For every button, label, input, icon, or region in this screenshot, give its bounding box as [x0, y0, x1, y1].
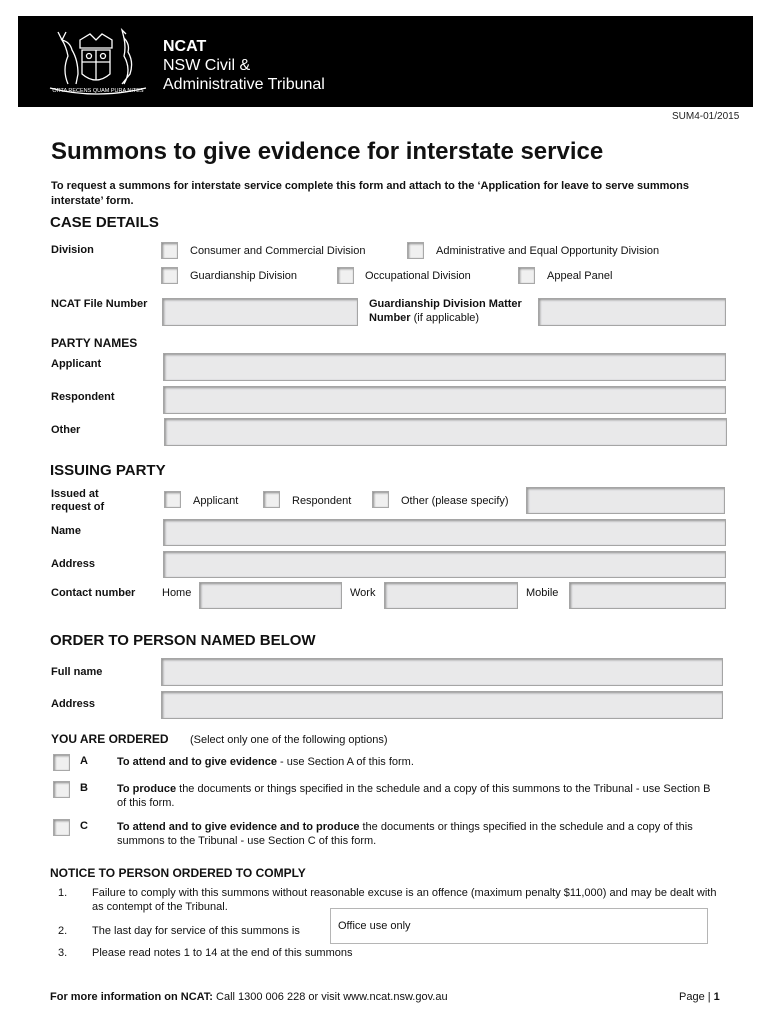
issuer-other-label: Other (please specify)	[401, 495, 509, 507]
gd-matter-label-bold: Guardianship Division Matter Number	[369, 298, 522, 324]
org-name-line1: NSW Civil &	[163, 57, 251, 74]
division-occupational-label: Occupational Division	[365, 270, 471, 282]
page-indicator	[679, 990, 720, 1004]
gd-matter-label	[369, 297, 535, 325]
notice-3-number: 3.	[58, 947, 68, 959]
org-name	[163, 37, 325, 94]
page-label: Page |	[679, 991, 711, 1003]
checkbox-order-c[interactable]	[53, 819, 70, 836]
applicant-label: Applicant	[51, 358, 102, 370]
order-c-text	[117, 820, 731, 848]
issued-at-label: Issued at request of	[51, 488, 105, 513]
issuer-applicant-label: Applicant	[193, 495, 239, 507]
checkbox-order-b[interactable]	[53, 781, 70, 798]
checkbox-appeal-panel[interactable]	[518, 267, 535, 284]
other-label: Other	[51, 424, 81, 436]
division-admin-equal-opportunity-label: Administrative and Equal Opportunity Division	[436, 245, 660, 257]
order-heading: ORDER TO PERSON NAMED BELOW	[50, 632, 316, 649]
form-code: SUM4-01/2015	[672, 111, 740, 122]
file-number-field[interactable]	[162, 298, 358, 326]
gd-matter-number-field[interactable]	[538, 298, 726, 326]
checkbox-consumer-commercial[interactable]	[161, 242, 178, 259]
order-b-bold: To produce	[117, 783, 177, 795]
checkbox-order-a[interactable]	[53, 754, 70, 771]
applicant-field[interactable]	[163, 353, 726, 381]
checkbox-issuer-other[interactable]	[372, 491, 389, 508]
full-name-label: Full name	[51, 666, 103, 678]
division-consumer-commercial-label: Consumer and Commercial Division	[190, 245, 366, 257]
crest-motto: ORTA RECENS QUAM PURA NITES	[52, 88, 144, 94]
footer-info-bold: For more information on NCAT:	[50, 991, 213, 1003]
notice-heading: NOTICE TO PERSON ORDERED TO COMPLY	[50, 866, 306, 880]
person-address-field[interactable]	[161, 691, 723, 719]
office-use-label: Office use only	[338, 920, 411, 932]
other-party-field[interactable]	[164, 418, 727, 446]
issuer-respondent-label: Respondent	[292, 495, 352, 507]
org-short-name: NCAT	[163, 38, 207, 55]
work-phone-field[interactable]	[384, 582, 518, 609]
checkbox-admin-equal-opportunity[interactable]	[407, 242, 424, 259]
issuer-name-field[interactable]	[163, 519, 726, 546]
issuer-address-label: Address	[51, 558, 96, 570]
notice-1-text: Failure to comply with this summons without reasonable excuse is an offence (maximum penalty $11,000) and may be dealt with as contempt of the Tribunal.	[92, 887, 717, 913]
person-address-label: Address	[51, 698, 96, 710]
notice-2-text: The last day for service of this summons is	[92, 925, 300, 937]
nsw-coat-of-arms-icon	[40, 26, 156, 98]
issuing-party-heading: ISSUING PARTY	[50, 462, 166, 479]
division-label: Division	[51, 244, 94, 256]
mobile-label: Mobile	[526, 587, 559, 599]
order-a-letter: A	[80, 755, 88, 767]
division-guardianship-label: Guardianship Division	[190, 270, 297, 282]
order-b-text	[117, 782, 717, 810]
gd-matter-label-note: (if applicable)	[413, 312, 480, 324]
checkbox-occupational[interactable]	[337, 267, 354, 284]
order-b-rest: the documents or things specified in the schedule and a copy of this summons to the Tribunal - use Section B of this form.	[117, 783, 711, 809]
party-names-heading: PARTY NAMES	[51, 336, 138, 350]
checkbox-guardianship[interactable]	[161, 267, 178, 284]
case-details-heading: CASE DETAILS	[50, 214, 159, 231]
respondent-field[interactable]	[163, 386, 726, 414]
home-phone-field[interactable]	[199, 582, 342, 609]
order-a-rest: - use Section A of this form.	[276, 756, 414, 768]
notice-3-text: Please read notes 1 to 14 at the end of this summons	[92, 947, 353, 959]
notice-2-number: 2.	[58, 925, 68, 937]
page-title: Summons to give evidence for interstate service	[51, 138, 604, 165]
person-full-name-field[interactable]	[161, 658, 723, 686]
checkbox-issuer-respondent[interactable]	[263, 491, 280, 508]
contact-number-label: Contact number	[51, 587, 136, 599]
issuer-other-specify-field[interactable]	[526, 487, 725, 514]
division-appeal-panel-label: Appeal Panel	[547, 270, 613, 282]
footer-info	[50, 990, 448, 1004]
checkbox-issuer-applicant[interactable]	[164, 491, 181, 508]
file-number-label: NCAT File Number	[51, 298, 148, 310]
order-c-bold: To attend and to give evidence and to produce	[117, 821, 360, 833]
issuer-name-label: Name	[51, 525, 81, 537]
page-number: 1	[713, 991, 720, 1003]
select-one-note: (Select only one of the following options)	[190, 734, 388, 746]
order-a-bold: To attend and to give evidence	[117, 756, 277, 768]
order-a-text	[117, 755, 727, 769]
work-label: Work	[350, 587, 376, 599]
notice-1-number: 1.	[58, 887, 68, 899]
order-b-letter: B	[80, 782, 88, 794]
home-label: Home	[162, 587, 192, 599]
order-c-letter: C	[80, 820, 88, 832]
issuer-address-field[interactable]	[163, 551, 726, 578]
org-name-line2: Administrative Tribunal	[163, 76, 325, 93]
respondent-label: Respondent	[51, 391, 115, 403]
mobile-phone-field[interactable]	[569, 582, 726, 609]
footer-info-rest: Call 1300 006 228 or visit www.ncat.nsw.gov.au	[212, 991, 448, 1003]
you-are-ordered-heading: YOU ARE ORDERED	[51, 732, 169, 746]
intro-text: To request a summons for interstate service complete this form and attach to the ‘Application for leave to serve summons interstate’ form.	[51, 180, 689, 207]
order-c-rest: the documents or things specified in the schedule and a copy of this summons to the Tribunal - use Section C of this form.	[117, 821, 693, 847]
